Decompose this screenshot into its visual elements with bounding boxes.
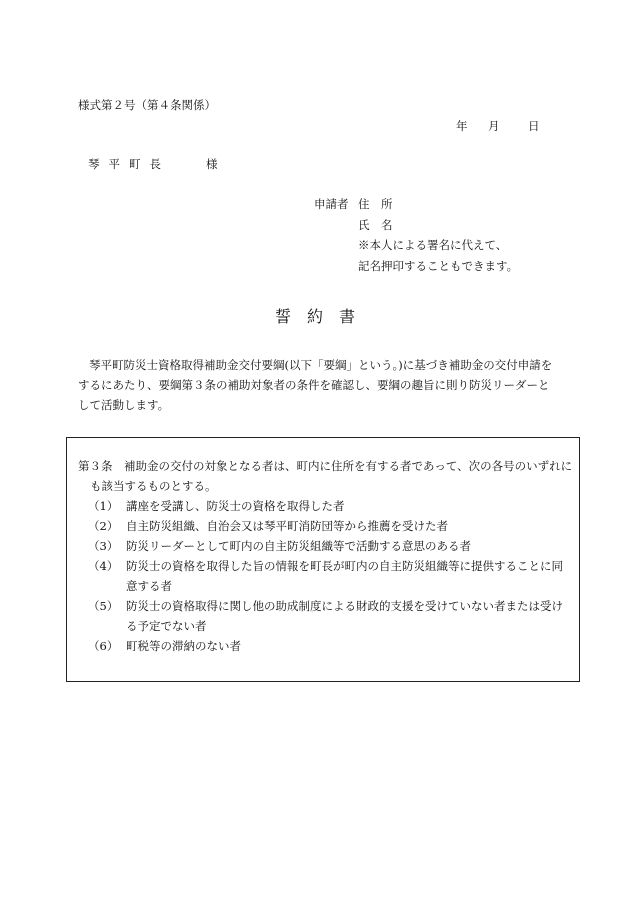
item-number: （3） bbox=[88, 539, 119, 553]
list-item bbox=[88, 596, 563, 636]
list-item bbox=[88, 536, 563, 556]
addressee bbox=[88, 156, 218, 172]
item-text: 防災士の資格を取得した旨の情報を町長が町内の自主防災組織等に提供することに同意する者 bbox=[126, 559, 563, 593]
date-year-label: 年 bbox=[456, 119, 468, 133]
signature-note-line2: 記名押印することもできます。 bbox=[358, 259, 519, 273]
pledge-text: 琴平町防災士資格取得補助金交付要綱(以下「要綱」という。)に基づき補助金の交付申請をするにあたり、要綱第３条の補助対象者の条件を確認し、要綱の趣旨に則り防災リーダーとして活動します。 bbox=[78, 358, 553, 412]
item-text: 講座を受講し、防災士の資格を取得した者 bbox=[126, 499, 345, 513]
list-item bbox=[88, 636, 563, 656]
item-text: 防災士の資格取得に関し他の助成制度による財政的支援を受けていない者または受ける予定でない者 bbox=[126, 599, 563, 633]
name-label: 氏 名 bbox=[358, 218, 393, 232]
form-number: 様式第２号（第４条関係） bbox=[78, 98, 216, 112]
address-label: 住 所 bbox=[358, 197, 393, 211]
article-heading: 第３条 補助金の交付の対象となる者は、町内に住所を有する者であって、次の各号のいずれにも該当するものとする。 bbox=[78, 459, 573, 493]
item-text: 自主防災組織、自治会又は琴平町消防団等から推薦を受けた者 bbox=[126, 519, 448, 533]
list-item bbox=[88, 496, 563, 516]
item-number: （6） bbox=[88, 639, 119, 653]
date-day-label: 日 bbox=[528, 119, 540, 133]
document-title: 誓約書 bbox=[274, 307, 371, 326]
item-number: （4） bbox=[88, 559, 119, 573]
item-number: （1） bbox=[88, 499, 119, 513]
article-items bbox=[88, 496, 563, 656]
item-number: （5） bbox=[88, 599, 119, 613]
date-month-label: 月 bbox=[488, 119, 500, 133]
item-text: 防災リーダーとして町内の自主防災組織等で活動する意思のある者 bbox=[126, 539, 471, 553]
signature-note-line1: ※本人による署名に代えて、 bbox=[358, 238, 508, 252]
list-item bbox=[88, 556, 563, 596]
applicant-address-row bbox=[314, 196, 393, 212]
addressee-honorific: 様 bbox=[206, 157, 218, 171]
item-text: 町税等の滞納のない者 bbox=[126, 639, 241, 653]
applicant-label: 申請者 bbox=[314, 197, 349, 211]
date-line bbox=[456, 118, 540, 134]
item-number: （2） bbox=[88, 519, 119, 533]
list-item bbox=[88, 516, 563, 536]
addressee-name: 琴平町長 bbox=[88, 157, 170, 171]
